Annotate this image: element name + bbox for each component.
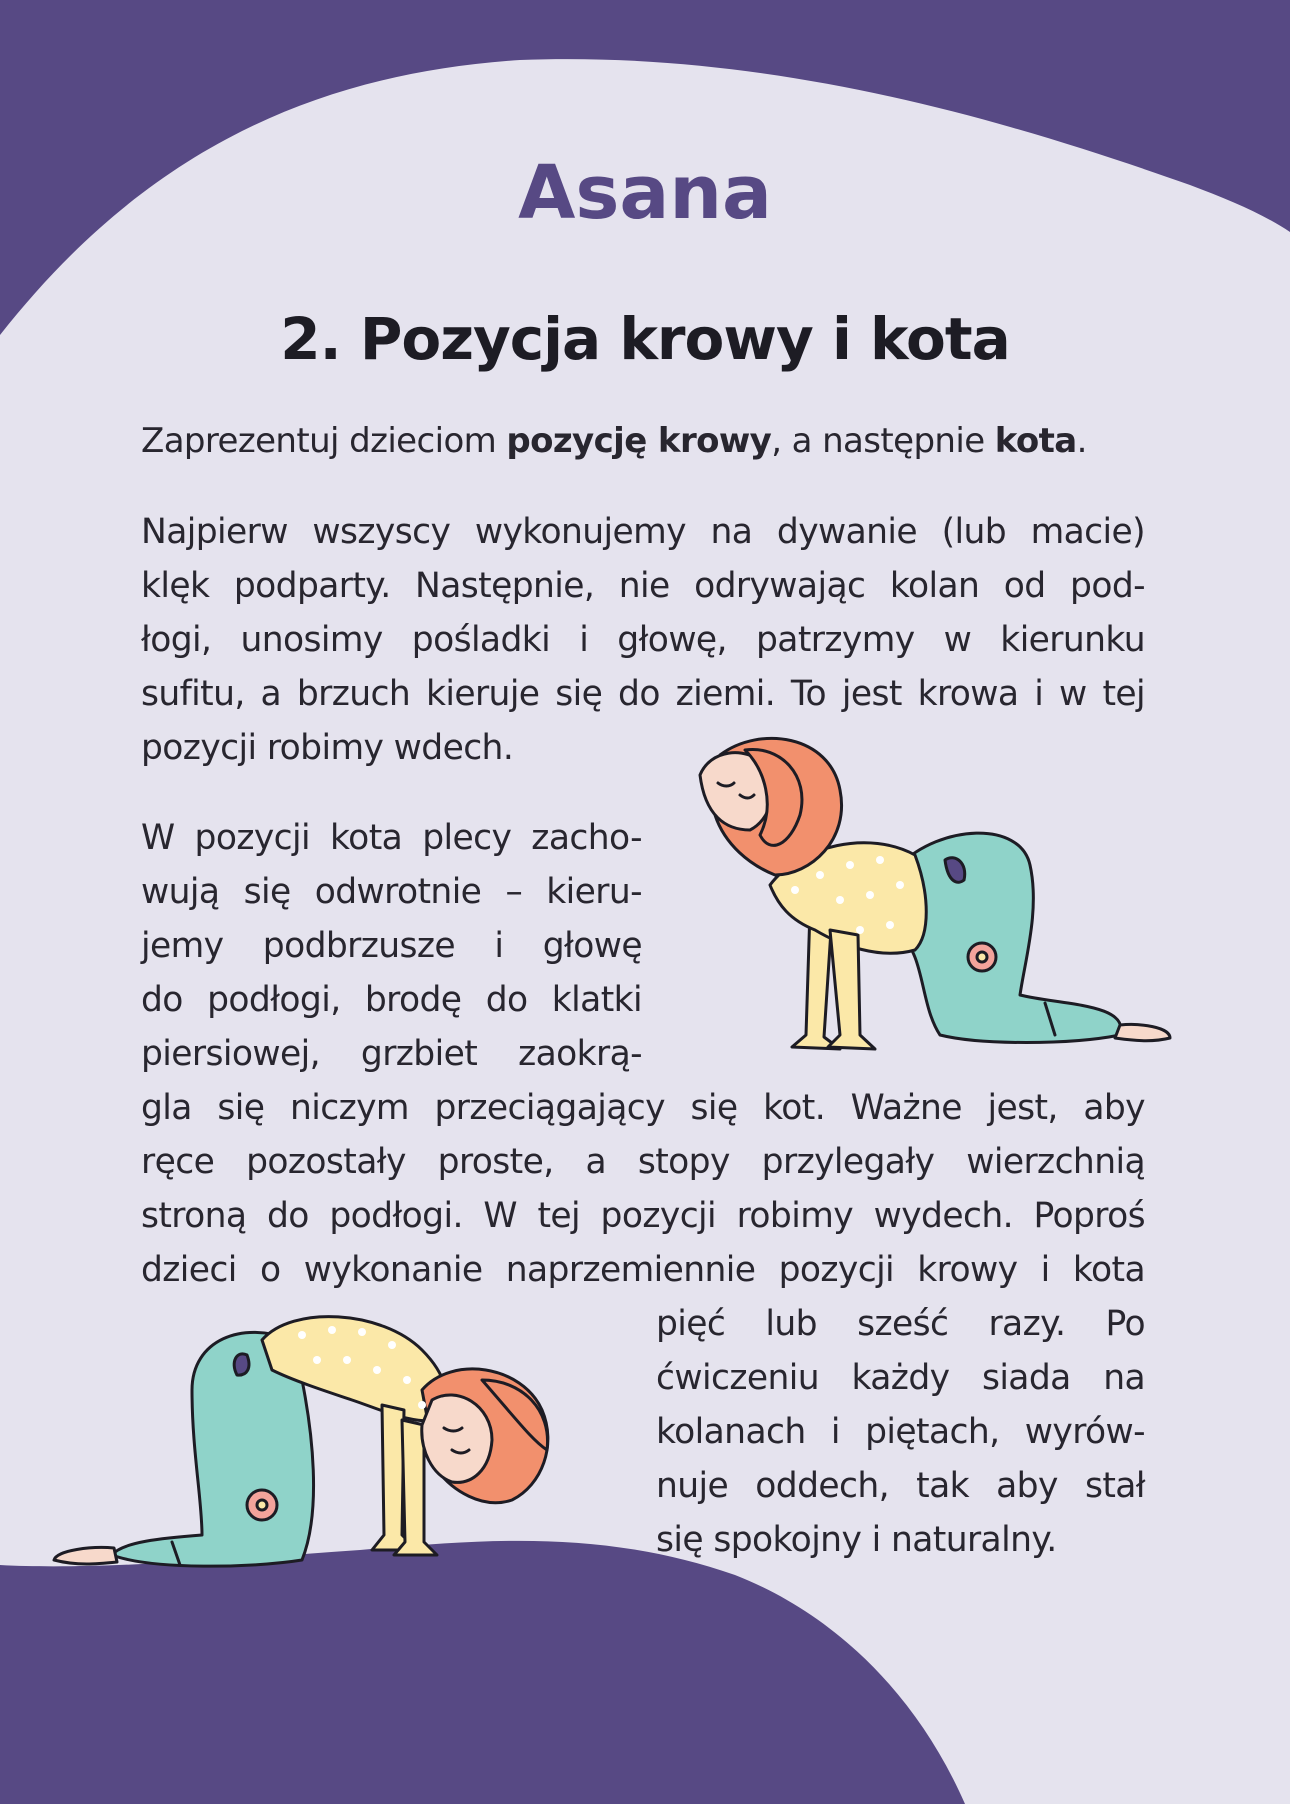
text-line: wują się odwrotnie – kieru- bbox=[141, 872, 642, 912]
text-line: do podłogi, brodę do klatki bbox=[141, 980, 642, 1020]
section-label: Asana bbox=[518, 150, 772, 236]
text-line: nuje oddech, tak aby stał bbox=[656, 1466, 1145, 1506]
text-line: stroną do podłogi. W tej pozycji robimy wydech. Poproś bbox=[141, 1196, 1145, 1236]
text-line: Najpierw wszyscy wykonujemy na dywanie (lub macie) bbox=[141, 512, 1145, 552]
text-line: piersiowej, grzbiet zaokrą- bbox=[141, 1034, 642, 1074]
intro-text: Zaprezentuj dzieciom pozycję krowy, a następnie kota. bbox=[141, 421, 1087, 461]
page-title: 2. Pozycja krowy i kota bbox=[280, 305, 1010, 373]
cat-pose-illustration bbox=[52, 1310, 612, 1580]
text-line: W pozycji kota plecy zacho- bbox=[141, 818, 642, 858]
text-line: się spokojny i naturalny. bbox=[656, 1520, 1057, 1560]
text-line: ćwiczeniu każdy siada na bbox=[656, 1358, 1145, 1398]
cow-pose-illustration bbox=[690, 735, 1180, 1055]
text-line: pięć lub sześć razy. Po bbox=[656, 1304, 1145, 1344]
text-line: kolanach i piętach, wyrów- bbox=[656, 1412, 1145, 1452]
paragraph-cat-narrow bbox=[141, 811, 642, 1081]
paragraph-cat-wide bbox=[141, 1081, 1145, 1297]
text-line: sufitu, a brzuch kieruje się do ziemi. To jest krowa i w tej bbox=[141, 674, 1145, 714]
text-line: ręce pozostały proste, a stopy przylegały wierzchnią bbox=[141, 1142, 1145, 1182]
paragraph-end bbox=[656, 1297, 1145, 1567]
text-line: klęk podparty. Następnie, nie odrywając kolan od pod- bbox=[141, 566, 1145, 606]
text-line: łogi, unosimy pośladki i głowę, patrzymy w kierunku bbox=[141, 620, 1145, 660]
text-line: gla się niczym przeciągający się kot. Ważne jest, aby bbox=[141, 1088, 1145, 1128]
text-line: pozycji robimy wdech. bbox=[141, 728, 514, 768]
text-line: jemy podbrzusze i głowę bbox=[141, 926, 642, 966]
text-line: dzieci o wykonanie naprzemiennie pozycji krowy i kota bbox=[141, 1250, 1145, 1290]
